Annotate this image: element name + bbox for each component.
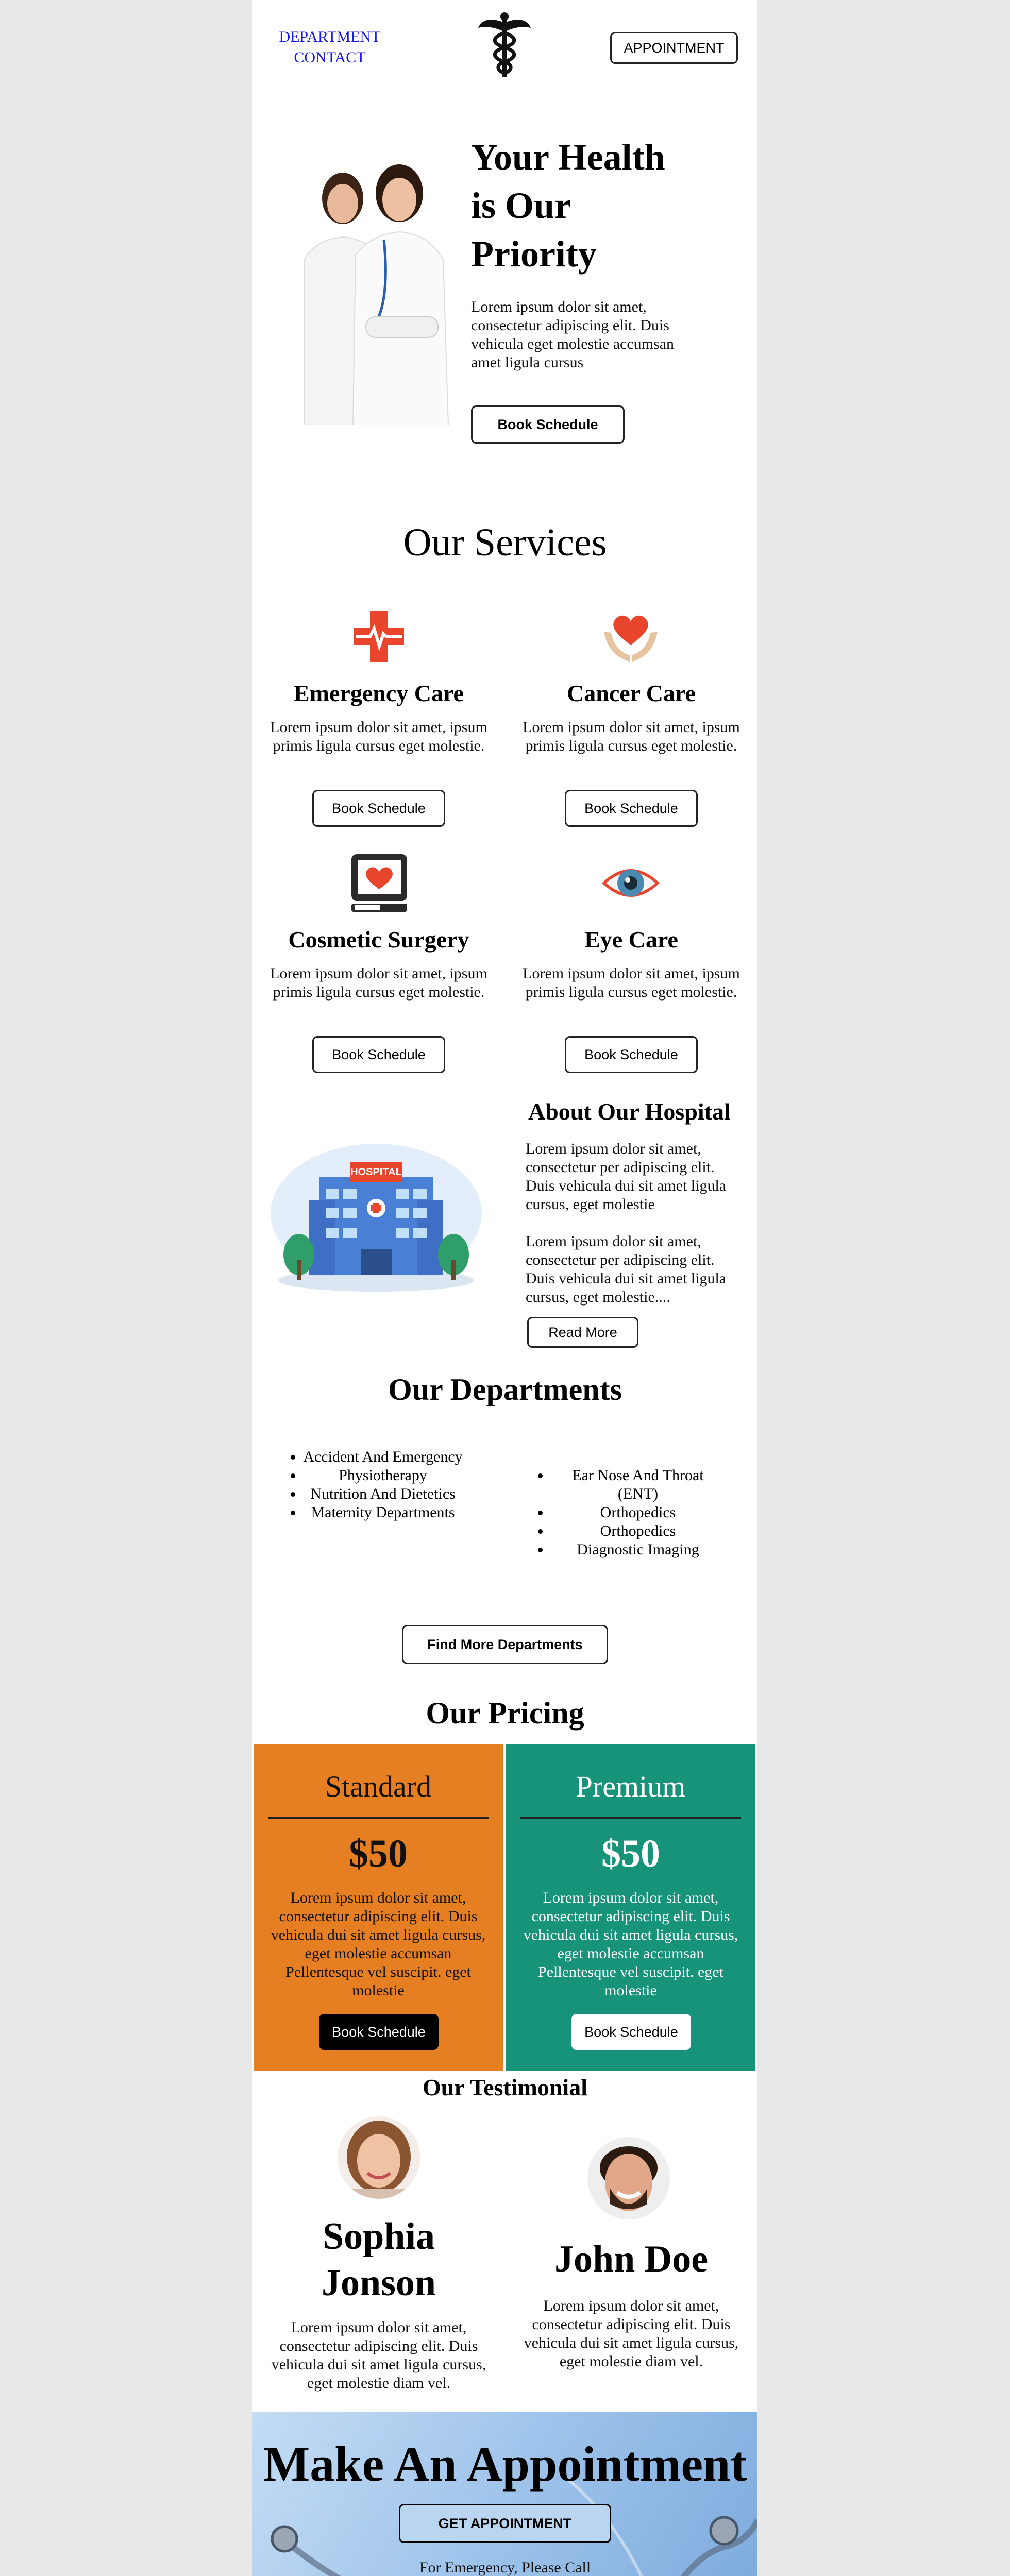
service-name: Cosmetic Surgery [288, 926, 469, 953]
list-item: • Accident And Emergency [303, 1448, 463, 1466]
about-paragraph: Lorem ipsum dolor sit amet, consectetur per adipiscing elit. Duis vehicula dui sit amet ligula cursus, eget molestie [526, 1140, 727, 1213]
appointment-banner [252, 2412, 758, 2576]
get-appointment-button[interactable]: GET APPOINTMENT [399, 2504, 611, 2543]
avatar [338, 2116, 420, 2199]
premium-book-schedule-button[interactable]: Book Schedule [571, 2014, 691, 2050]
plan-price: $50 [601, 1832, 660, 1875]
name-line: John Doe [554, 2238, 709, 2280]
testimonial-person-name [252, 2213, 505, 2306]
service-name: Eye Care [584, 926, 678, 953]
testimonial-person-name [505, 2236, 758, 2282]
plan-price: $50 [349, 1832, 408, 1875]
hospital-sign: HOSPITAL [350, 1166, 402, 1178]
hero-book-schedule-button[interactable]: Book Schedule [471, 405, 625, 444]
service-text: Lorem ipsum dolor sit amet, ipsum primis ligula cursus eget molestie. [523, 719, 740, 754]
service-text: Lorem ipsum dolor sit amet, ipsum primis ligula cursus eget molestie. [523, 965, 740, 1001]
about-paragraph: Lorem ipsum dolor sit amet, consectetur per adipiscing elit. Duis vehicula dui sit amet ligula cursus, eget molestie.... [526, 1233, 727, 1306]
about-title: About Our Hospital [528, 1098, 731, 1125]
appointment-button[interactable]: APPOINTMENT [610, 32, 738, 64]
testimonial-text: Lorem ipsum dolor sit amet, consectetur adipiscing elit. Duis vehicula dui sit amet ligula cursus, eget molestie diam vel. [524, 2297, 739, 2370]
service-book-schedule-button[interactable]: Book Schedule [565, 790, 698, 827]
pricing-card-premium [506, 1744, 755, 2071]
hero-title-line: Your Health [471, 137, 665, 178]
hero-title-line: Priority [471, 233, 597, 275]
plan-divider [268, 1817, 489, 1819]
service-name: Cancer Care [567, 680, 696, 706]
eye-icon [600, 858, 662, 908]
service-book-schedule-button[interactable]: Book Schedule [312, 790, 445, 827]
monitor-heart-icon [349, 852, 409, 914]
standard-book-schedule-button[interactable]: Book Schedule [319, 2014, 439, 2050]
list-item: • Nutrition And Dietetics [303, 1485, 463, 1503]
testimonial-text: Lorem ipsum dolor sit amet, consectetur adipiscing elit. Duis vehicula dui sit amet ligula cursus, eget molestie diam vel. [271, 2319, 486, 2392]
read-more-button[interactable]: Read More [527, 1317, 638, 1348]
hero-title [471, 133, 729, 278]
hero-title-line: is Our [471, 185, 571, 226]
doctors-photo [283, 162, 459, 425]
testimonial-title: Our Testimonial [423, 2074, 587, 2100]
service-book-schedule-button[interactable]: Book Schedule [565, 1036, 698, 1073]
plan-name: Premium [576, 1770, 686, 1803]
emergency-text: For Emergency, Please Call [419, 2559, 591, 2576]
list-item: • Maternity Departments [303, 1503, 463, 1522]
list-item: • Orthopedics [550, 1522, 726, 1540]
pricing-title: Our Pricing [426, 1696, 584, 1730]
plan-text: Lorem ipsum dolor sit amet, consectetur adipiscing elit. Duis vehicula dui sit amet ligula cursus, eget molestie accumsan Pellentesque vel suscipit. eget molestie [271, 1889, 486, 1999]
pricing-card-standard [254, 1744, 503, 2071]
nav-department-link[interactable]: DEPARTMENT [279, 28, 381, 45]
appointment-title: Make An Appointment [263, 2436, 747, 2492]
nav-contact-link[interactable]: CONTACT [294, 49, 366, 66]
plan-name: Standard [325, 1770, 432, 1803]
plan-text: Lorem ipsum dolor sit amet, consectetur adipiscing elit. Duis vehicula dui sit amet ligula cursus, eget molestie accumsan Pellentesque vel suscipit. eget molestie [523, 1889, 738, 1999]
departments-title: Our Departments [388, 1372, 622, 1406]
service-name: Emergency Care [294, 680, 464, 706]
header-nav [273, 27, 386, 68]
medical-cross-icon [350, 608, 407, 665]
find-more-departments-button[interactable]: Find More Departments [402, 1625, 608, 1664]
name-line: Jonson [321, 2262, 436, 2304]
service-book-schedule-button[interactable]: Book Schedule [312, 1036, 445, 1073]
list-item: • Diagnostic Imaging [550, 1540, 726, 1559]
departments-list-right [536, 1466, 726, 1559]
services-title: Our Services [403, 521, 607, 564]
avatar [587, 2137, 670, 2219]
list-item: • Physiotherapy [303, 1466, 463, 1485]
hero-text: Lorem ipsum dolor sit amet, consectetur adipiscing elit. Duis vehicula eget molestie accumsan amet ligula cursus [471, 298, 674, 371]
plan-divider [520, 1817, 741, 1819]
list-item: • Orthopedics [550, 1503, 726, 1522]
name-line: Sophia [322, 2215, 435, 2258]
service-text: Lorem ipsum dolor sit amet, ipsum primis ligula cursus eget molestie. [270, 965, 487, 1001]
heart-in-hands-icon [600, 608, 662, 665]
service-text: Lorem ipsum dolor sit amet, ipsum primis ligula cursus eget molestie. [270, 719, 487, 754]
departments-list-left [289, 1448, 463, 1522]
list-item: • Ear Nose And Throat (ENT) [550, 1466, 726, 1503]
caduceus-logo-icon [476, 11, 533, 78]
email-page [252, 0, 758, 2576]
